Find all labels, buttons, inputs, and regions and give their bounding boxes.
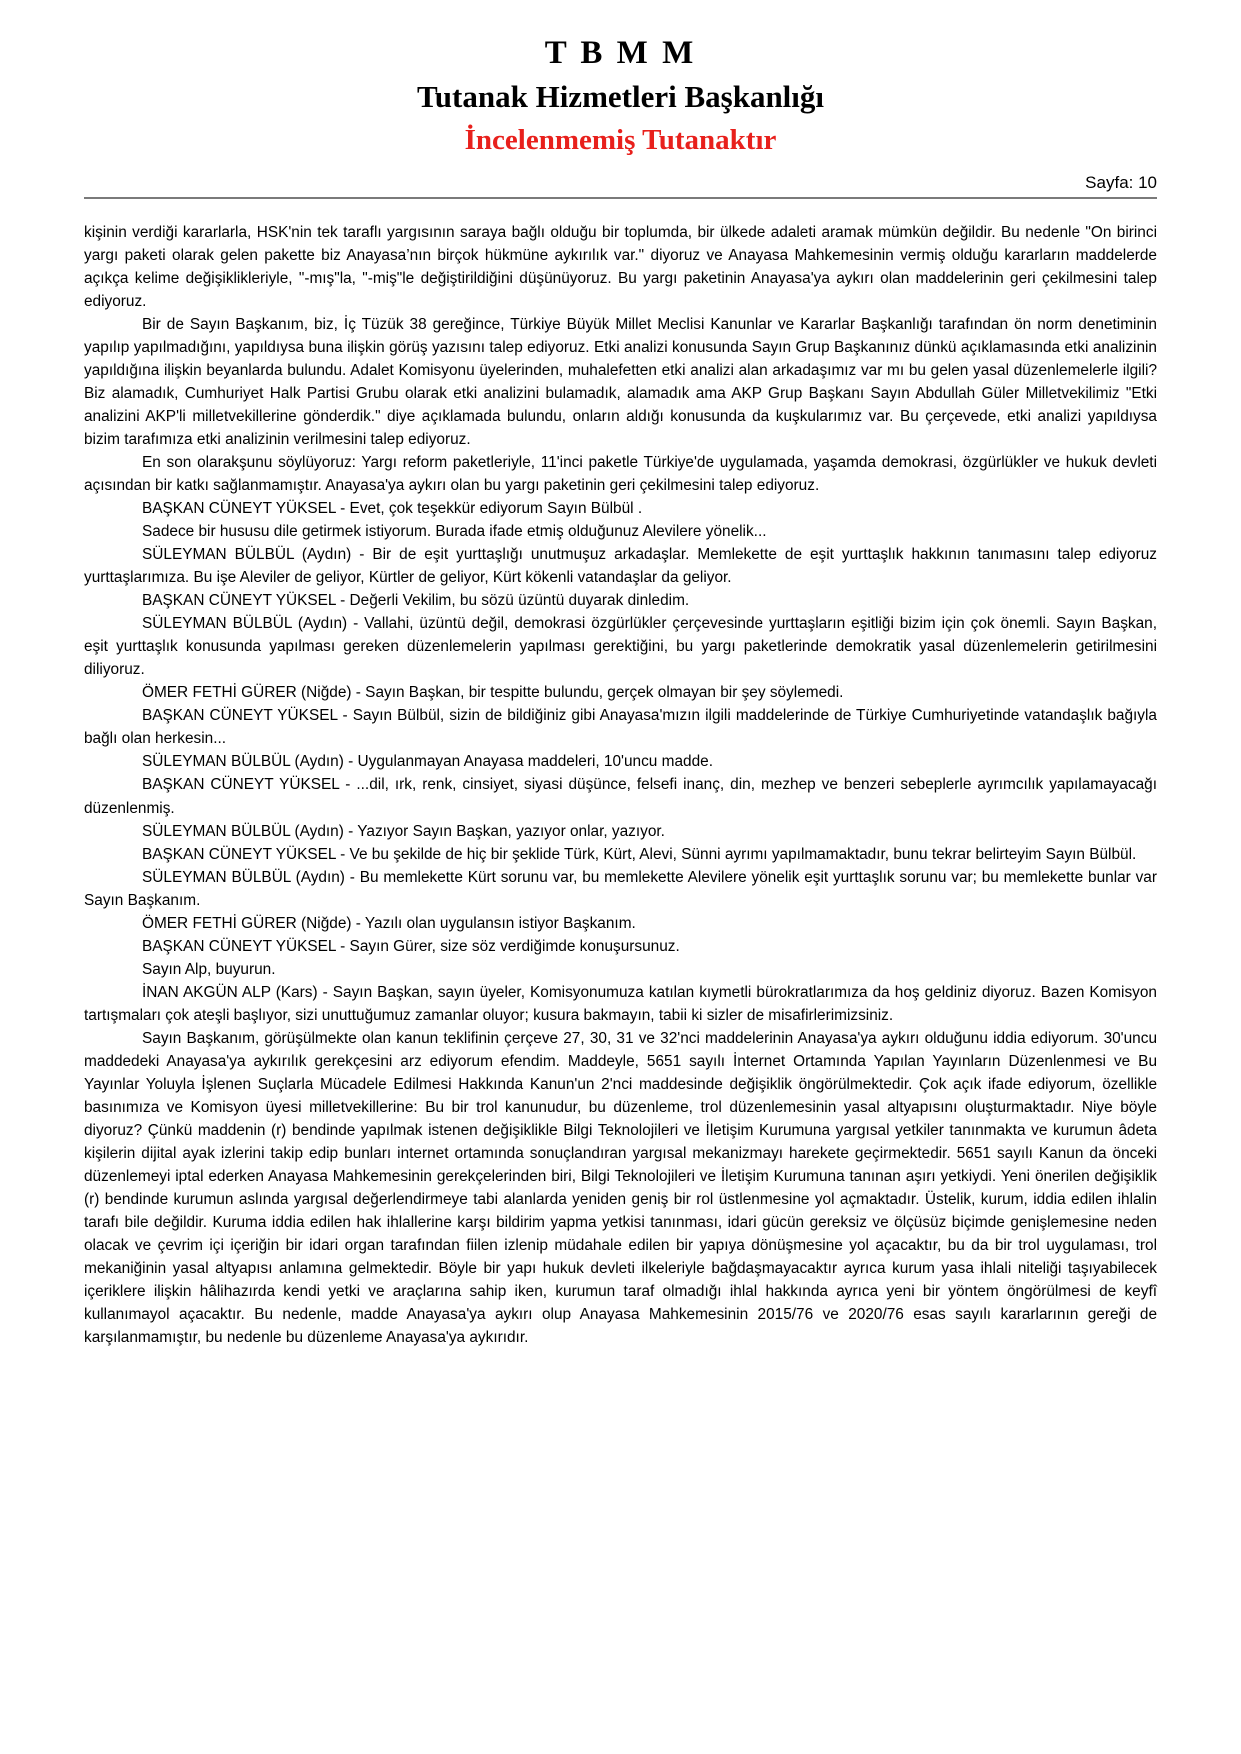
transcript-paragraph: BAŞKAN CÜNEYT YÜKSEL - Değerli Vekilim, bu sözü üzüntü duyarak dinledim. <box>142 592 690 610</box>
transcript-paragraph: Sayın Alp, buyurun. <box>142 960 276 978</box>
transcript-paragraph: SÜLEYMAN BÜLBÜL (Aydın) - Vallahi, üzüntü değil, demokrasi özgürlükler çerçevesinde yurttaşların eşitliği bizim için çok önemli. Sayın Başkan, eşit yurttaşlık konusunda yapılması gereken düzenlemelerin yapılması gerektiğini, bu yargı paketlerinde demokratik yasal düzenlemelerin getirilmesini diliyoruz. <box>84 615 1157 679</box>
transcript-paragraph: En son olarakşunu söylüyoruz: Yargı reform paketleriyle, 11'inci paketle Türkiye'de uygulamada, yaşamda demokrasi, özgürlükler ve hukuk devleti açısından bir katkı sağlanmamıştır. Anayasa'ya aykırı olan bu yargı paketinin geri çekilmesini talep ediyoruz. <box>84 454 1157 495</box>
transcript-paragraph: BAŞKAN CÜNEYT YÜKSEL - ...dil, ırk, renk, cinsiyet, siyasi düşünce, felsefi inanç, din, mezhep ve benzeri sebeplerle ayrımcılık yapılamayacağı düzenlenmiş. <box>84 776 1157 817</box>
transcript-paragraph: kişinin verdiği kararlarla, HSK'nin tek taraflı yargısının saraya bağlı olduğu bir toplumda, bir ülkede adaleti aramak mümkün değildir. Bu nedenle "On birinci yargı paketi olarak gelen pakette biz Anayasa’nın birçok hükmüne aykırılık var." diyoruz ve Anayasa Mahkemesinin vermiş olduğu kararların maddelerde açıkça kelime değişiklikleriyle, "-mış"la, "-miş"le değiştirildiğini düşünüyoruz. Bu yargı paketinin Anayasa'ya aykırı olan maddelerinin geri çekilmesini talep ediyoruz. <box>84 223 1157 310</box>
page-number-label: Sayfa: 10 <box>1085 172 1157 192</box>
document-header <box>0 0 1241 157</box>
transcript-paragraph: SÜLEYMAN BÜLBÜL (Aydın) - Bu memlekette Kürt sorunu var, bu memlekette Alevilere yönelik eşit yurttaşlık sorunu var; bu memlekette bunlar var Sayın Başkanım. <box>84 868 1157 909</box>
transcript-paragraph: ÖMER FETHİ GÜRER (Niğde) - Sayın Başkan, bir tespitte bulundu, gerçek olmayan bir şey söylemedi. <box>142 684 844 702</box>
header-title-status: İncelenmemiş Tutanaktır <box>464 123 777 156</box>
transcript-paragraph: BAŞKAN CÜNEYT YÜKSEL - Sayın Gürer, size söz verdiğimde konuşursunuz. <box>142 937 680 955</box>
header-title-tbmm: T B M M <box>544 35 697 71</box>
transcript-paragraph: SÜLEYMAN BÜLBÜL (Aydın) - Bir de eşit yurttaşlığı unutmuşuz arkadaşlar. Memlekette de eşit yurttaşlık hakkının tanımasını talep ediyoruz yurttaşlarımıza. Bu işe Aleviler de geliyor, Kürtler de geliyor, Kürt kökenli vatandaşlar da geliyor. <box>84 546 1157 587</box>
transcript-paragraph: BAŞKAN CÜNEYT YÜKSEL - Ve bu şekilde de hiç bir şeklide Türk, Kürt, Alevi, Sünni ayrımı yapılmamaktadır, bunu tekrar belirteyim Sayın Bülbül. <box>142 845 1137 863</box>
transcript-paragraph: SÜLEYMAN BÜLBÜL (Aydın) - Uygulanmayan Anayasa maddeleri, 10'uncu madde. <box>142 753 713 771</box>
transcript-paragraph: İNAN AKGÜN ALP (Kars) - Sayın Başkan, sayın üyeler, Komisyonumuza katılan kıymetli bürokratlarımıza da hoş geldiniz diyoruz. Bazen Komisyon tartışmaları çok ateşli başlıyor, sizi unuttuğumuz zamanlar oluyor; kusura bakmayın, tabii ki sizler de misafirlerimizsiniz. <box>84 983 1157 1024</box>
transcript-paragraph: Bir de Sayın Başkanım, biz, İç Tüzük 38 gereğince, Türkiye Büyük Millet Meclisi Kanunlar ve Kararlar Başkanlığı tarafından ön norm denetiminin yapılıp yapılmadığını, yapıldıysa buna ilişkin görüş yazısını talep ediyoruz. Etki analizi konusunda Sayın Grup Başkanınız dünkü açıklamasında etki analizinin yapıldığına ilişkin beyanlarda bulundu. Adalet Komisyonu üyelerinden, muhalefetten etki analizi alan arkadaşımız var mı bu gelen yasal düzenlemelerle ilgili? Biz alamadık, Cumhuriyet Halk Partisi Grubu olarak etki analizini bulamadık, alamadık ama AKP Grup Başkanı Sayın Abdullah Güler Milletvekilimiz "Etki analizini AKP'li milletvekillerine gönderdik." diye açıklamada bulundu, onların aldığı konusunda da kuşkularımız var. Bu çerçevede, etki analizi yapıldıysa bizim tarafımıza etki analizinin verilmesini talep ediyoruz. <box>84 315 1157 449</box>
transcript-paragraph: Sadece bir hususu dile getirmek istiyorum. Burada ifade etmiş olduğunuz Alevilere yönelik... <box>142 523 767 541</box>
transcript-body <box>84 199 1157 1350</box>
header-title-department: Tutanak Hizmetleri Başkanlığı <box>416 78 825 114</box>
transcript-paragraph: Sayın Başkanım, görüşülmekte olan kanun teklifinin çerçeve 27, 30, 31 ve 32'nci maddelerinin Anayasa'ya aykırı olduğunu iddia ediyorum. 30'uncu maddedeki Anayasa'ya aykırılık gerekçesini arz ediyorum efendim. Maddeyle, 5651 sayılı İnternet Ortamında Yapılan Yayınların Düzenlenmesi ve Bu Yayınlar Yoluyla İşlenen Suçlarla Mücadele Edilmesi Hakkında Kanun'un 2'nci maddesinde değişiklik öngörülmektedir. Çok açık ifade ediyorum, özellikle basınımıza ve Komisyon üyesi milletvekillerine: Bu bir trol kanunudur, bu düzenleme, trol düzenlemesinin yasal altyapısını oluşturmaktadır. Niye böyle diyoruz? Çünkü maddenin (r) bendinde yapılmak istenen değişiklikle Bilgi Teknolojileri ve İletişim Kurumuna yargısal yetkiler tanınmakta ve kurumun âdeta kişilerin dijital ayak izlerini takip edip bunları internet ortamında sonuçlandıran yargısal mekanizmayı harekete geçirmektedir. 5651 sayılı Kanun da önceki düzenlemeyi iptal ederken Anayasa Mahkemesinin gerekçelerinden biri, Bilgi Teknolojileri ve İletişim Kurumuna tanınan aşırı yetkiydi. Yeni önerilen değişiklik (r) bendinde kurumun aslında yargısal değerlendirmeye tabi alanlarda yeniden geniş bir rol üstlenmesine yol açmaktadır. Üstelik, kurum, iddia edilen ihlalin tarafı bile değildir. Kuruma iddia edilen hak ihlallerine karşı bildirim yapma yetkisi tanınması, idari gücün gereksiz ve ölçüsüz biçimde genişlemesine neden olacak ve çevrim içi içeriğin bir idari organ tarafından fiilen izlenip müdahale edilen bir yapıya dönüşmesine yol açacaktır, bu da bir trol uygulaması, trol mekaniğinin yasal altyapısı anlamına gelmektedir. Böyle bir yapı hukuk devleti ilkeleriyle bağdaşmayacaktır ayrıca kurum yasa ihlali niteliği taşıyabilecek içeriklere ilişkin hâlihazırda kendi yetki ve araçlarına sahip iken, kurumun taraf olmadığı ihlal hakkında ayrıca yeni bir yöntem öngörülmesi de keyfî kullanımayol açacaktır. Bu nedenle, madde Anayasa'ya aykırı olup Anayasa Mahkemesinin 2015/76 ve 2020/76 esas sayılı kararlarının gereği de karşılanmamıştır, bu nedenle bu düzenleme Anayasa'ya aykırıdır. <box>84 1029 1157 1347</box>
transcript-paragraph: ÖMER FETHİ GÜRER (Niğde) - Yazılı olan uygulansın istiyor Başkanım. <box>142 914 636 932</box>
transcript-paragraph: BAŞKAN CÜNEYT YÜKSEL - Evet, çok teşekkür ediyorum Sayın Bülbül . <box>142 500 643 518</box>
transcript-paragraph: BAŞKAN CÜNEYT YÜKSEL - Sayın Bülbül, sizin de bildiğiniz gibi Anayasa'mızın ilgili maddelerinde de Türkiye Cumhuriyetinde vatandaşlık bağıyla bağlı olan herkesin... <box>84 707 1157 748</box>
transcript-paragraph: SÜLEYMAN BÜLBÜL (Aydın) - Yazıyor Sayın Başkan, yazıyor onlar, yazıyor. <box>142 822 665 840</box>
